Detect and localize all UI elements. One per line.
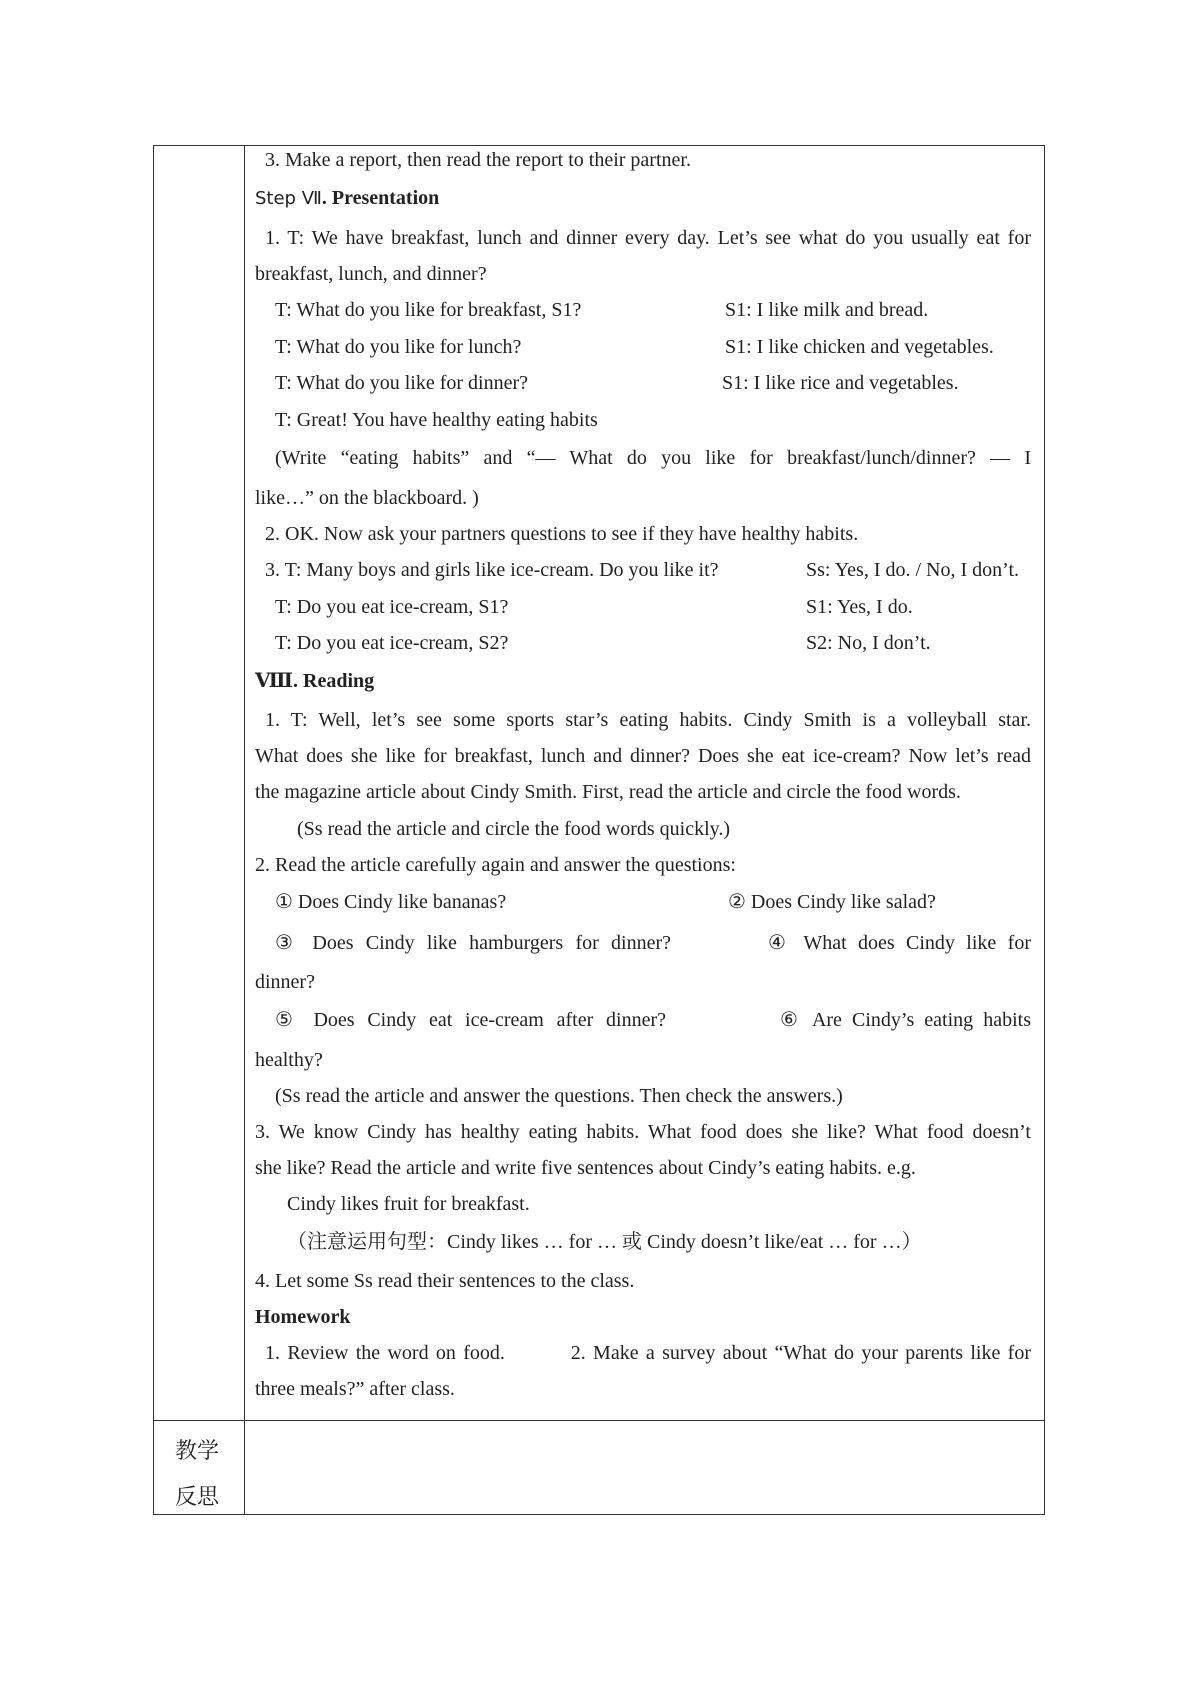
text-line: 1. T: We have breakfast, lunch and dinner every day. Let’s see what do you usually eat for	[265, 227, 1031, 249]
text-line: （注意运用句型：Cindy likes … for … 或 Cindy doesn’t like/eat … for …）	[287, 1231, 922, 1253]
text-line: the magazine article about Cindy Smith. First, read the article and circle the food words.	[255, 781, 961, 803]
text-line: 2. OK. Now ask your partners questions to see if they have healthy habits.	[265, 523, 859, 545]
column-divider	[244, 146, 245, 1514]
question-item: ⑥ Are Cindy’s eating habits	[780, 1009, 1031, 1031]
dialogue-student: S2: No, I don’t.	[806, 632, 931, 654]
dialogue-student: S1: I like rice and vegetables.	[722, 372, 959, 394]
text-line: 2. Read the article carefully again and answer the questions:	[255, 854, 736, 876]
reflection-label-line2: 反思	[175, 1485, 220, 1510]
text-line: dinner?	[255, 971, 315, 993]
text-line: like…” on the blackboard. )	[255, 487, 479, 509]
question-item: ① Does Cindy like bananas?	[275, 891, 507, 913]
dialogue-student: S1: I like chicken and vegetables.	[725, 336, 994, 358]
question-item: ④ What does Cindy like for	[768, 932, 1031, 954]
text-line: (Ss read the article and answer the questions. Then check the answers.)	[275, 1085, 843, 1107]
question-item: ② Does Cindy like salad?	[728, 891, 936, 913]
dialogue-teacher: T: What do you like for lunch?	[275, 336, 522, 358]
question-item: ③ Does Cindy like hamburgers for dinner?	[275, 932, 671, 954]
text-line: T: Great! You have healthy eating habits	[275, 409, 598, 431]
text-line: 4. Let some Ss read their sentences to the class.	[255, 1270, 635, 1292]
dialogue-teacher: T: What do you like for dinner?	[275, 372, 529, 394]
dialogue-student: Ss: Yes, I do. / No, I don’t.	[806, 559, 1019, 581]
text-line: 3. We know Cindy has healthy eating habits. What food does she like? What food doesn’t	[255, 1121, 1031, 1143]
text-line: (Ss read the article and circle the food words quickly.)	[297, 818, 730, 840]
text-line: (Write “eating habits” and “— What do you like for breakfast/lunch/dinner? — I	[275, 447, 1031, 469]
reflection-label-line1: 教学	[175, 1439, 220, 1464]
lesson-plan-table	[153, 145, 1045, 1515]
dialogue-student: S1: Yes, I do.	[806, 596, 913, 618]
dialogue-student: S1: I like milk and bread.	[725, 299, 929, 321]
text-line: breakfast, lunch, and dinner?	[255, 263, 487, 285]
text-line: healthy?	[255, 1049, 323, 1071]
text-line: 1. Review the word on food. 2. Make a survey about “What do your parents like for	[265, 1342, 1031, 1364]
section-heading-presentation: Step Ⅶ. Presentation	[255, 187, 440, 209]
section-heading-reading: Ⅷ. Reading	[255, 670, 375, 692]
dialogue-teacher: T: Do you eat ice-cream, S1?	[275, 596, 509, 618]
text-line: 3. Make a report, then read the report to their partner.	[265, 149, 691, 171]
row-divider	[154, 1420, 1044, 1421]
section-heading-homework: Homework	[255, 1306, 351, 1328]
text-line: 1. T: Well, let’s see some sports star’s eating habits. Cindy Smith is a volleyball star.	[265, 709, 1031, 731]
text-line: Cindy likes fruit for breakfast.	[287, 1193, 530, 1215]
dialogue-teacher: 3. T: Many boys and girls like ice-cream. Do you like it?	[265, 559, 719, 581]
dialogue-teacher: T: What do you like for breakfast, S1?	[275, 299, 582, 321]
dialogue-teacher: T: Do you eat ice-cream, S2?	[275, 632, 509, 654]
question-item: ⑤ Does Cindy eat ice-cream after dinner?	[275, 1009, 666, 1031]
text-line: three meals?” after class.	[255, 1378, 455, 1400]
text-line: What does she like for breakfast, lunch and dinner? Does she eat ice-cream? Now let’s read	[255, 745, 1031, 767]
text-line: she like? Read the article and write five sentences about Cindy’s eating habits. e.g.	[255, 1157, 916, 1179]
